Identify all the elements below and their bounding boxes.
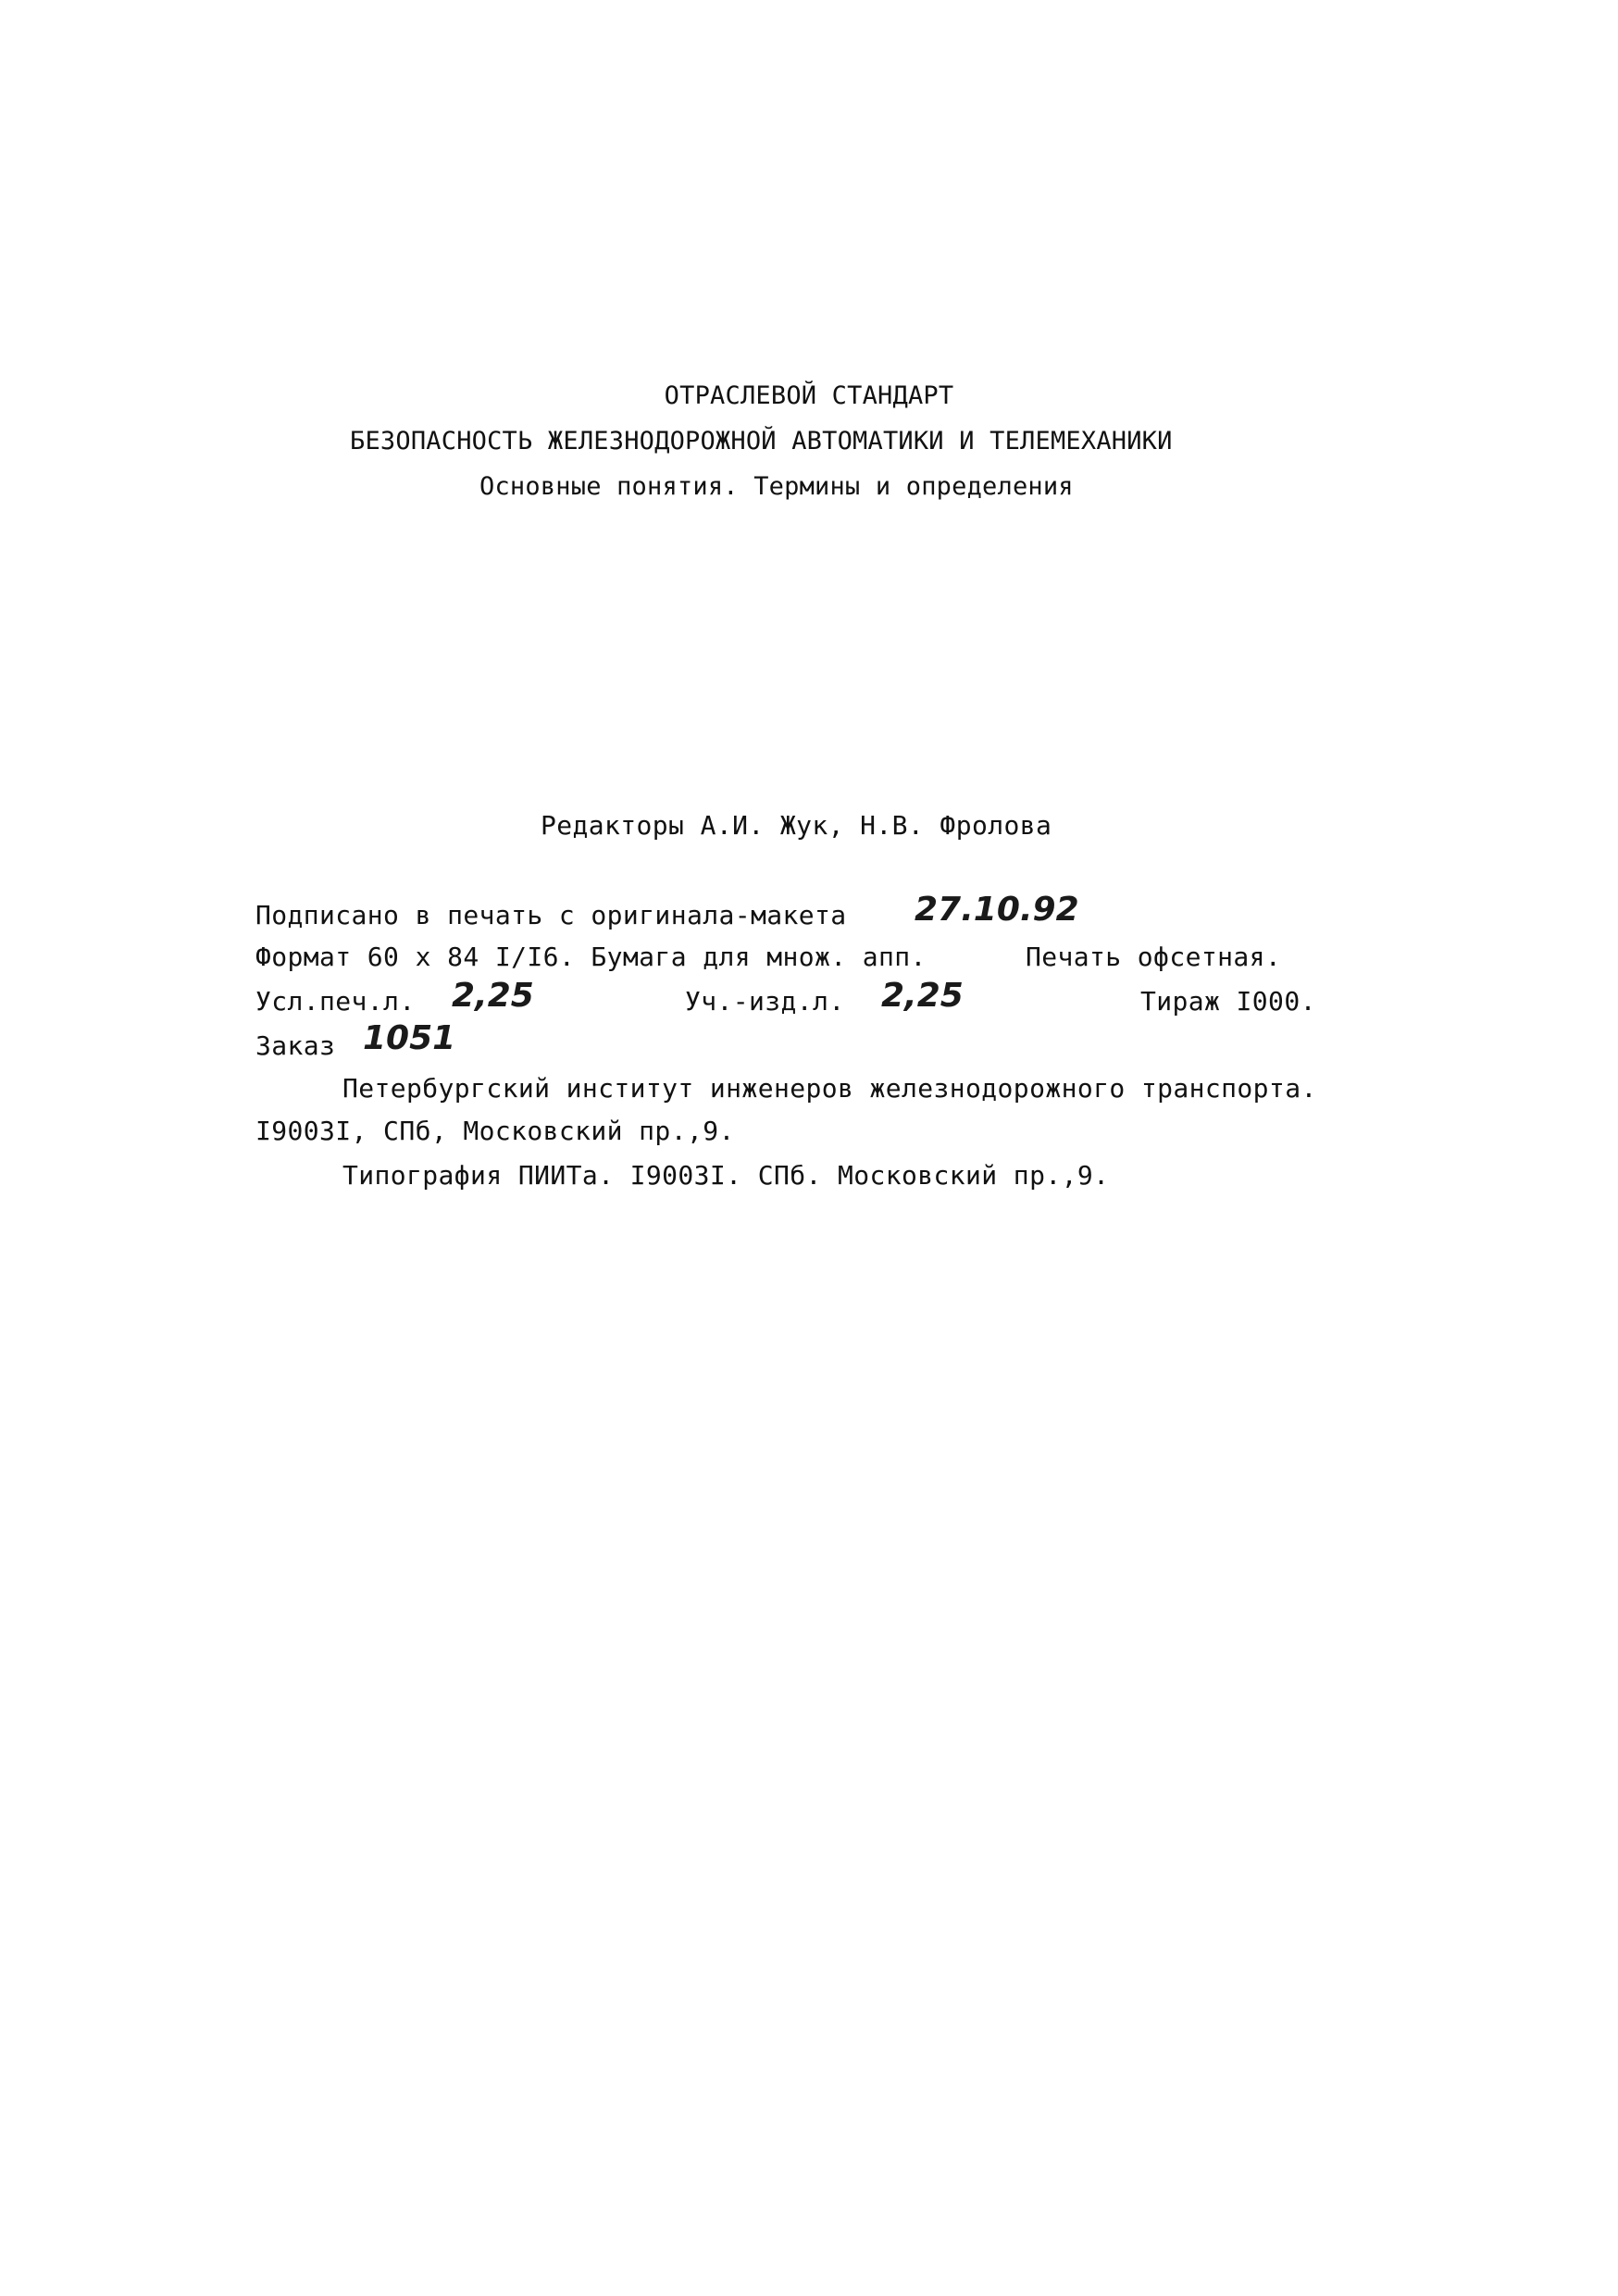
uch-izd-label: Уч.-изд.л. [685, 986, 845, 1017]
print-type: Печать офсетная. [1026, 942, 1282, 972]
uch-izd-value-handwritten: 2,25 [881, 977, 964, 1015]
standard-type-heading: ОТРАСЛЕВОЙ СТАНДАРТ [664, 381, 954, 410]
signed-label: Подписано в печать с оригинала-макета [255, 900, 847, 930]
editors-line: Редакторы А.И. Жук, Н.В. Фролова [541, 810, 1052, 841]
printing-house-line: Типография ПИИТа. I9003I. СПб. Московский пр.,9. [342, 1160, 1110, 1191]
publisher-line-1: Петербургский институт инженеров железнодорожного транспорта. [342, 1073, 1317, 1104]
tirazh: Тираж I000. [1140, 986, 1316, 1017]
zakaz-value-handwritten: 1051 [363, 1019, 456, 1057]
standard-subtitle: Основные понятия. Термины и определения [479, 472, 1074, 501]
usl-pech-value-handwritten: 2,25 [452, 977, 534, 1015]
zakaz-label: Заказ [255, 1030, 336, 1061]
publisher-address: I9003I, СПб, Московский пр.,9. [255, 1116, 735, 1146]
signed-date-handwritten: 27.10.92 [915, 891, 1079, 929]
standard-title-heading: БЕЗОПАСНОСТЬ ЖЕЛЕЗНОДОРОЖНОЙ АВТОМАТИКИ И ТЕЛЕМЕХАНИКИ [350, 427, 1173, 455]
format-line: Формат 60 х 84 I/I6. Бумага для множ. апп. [255, 942, 927, 972]
usl-pech-label: Усл.печ.л. [255, 986, 416, 1017]
